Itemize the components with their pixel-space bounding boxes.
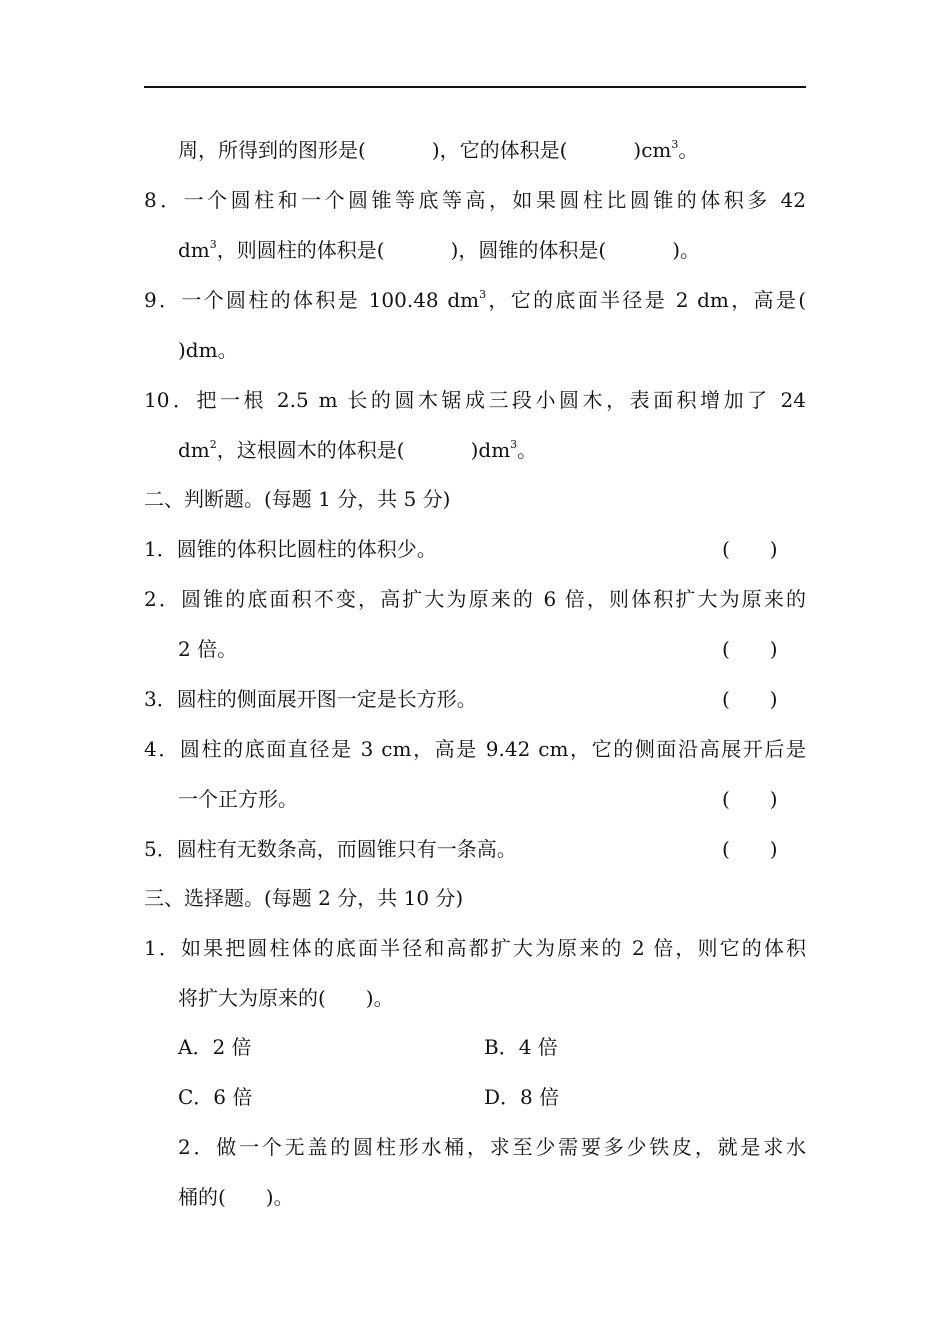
- judge-item-2: 2．圆锥的底面积不变，高扩大为原来的 6 倍，则体积扩大为原来的: [144, 587, 806, 611]
- q7-continuation: 周，所得到的图形是( )，它的体积是( )$cm^3$。: [178, 138, 699, 162]
- judge-answer-5[interactable]: ( ): [722, 837, 778, 861]
- judge-answer-1[interactable]: ( ): [722, 537, 778, 561]
- judge-item-4: 4．圆柱的底面直径是 3 cm，高是 9.42 cm，它的侧面沿高展开后是: [144, 737, 806, 761]
- option-b[interactable]: B．4 倍: [484, 1035, 558, 1059]
- q9-line-2: )dm。: [178, 338, 238, 362]
- q9-line-1: 9．一个圆柱的体积是 100.48 $dm^3$，它的底面半径是 2 dm，高是(: [144, 288, 807, 312]
- judge-item-3: 3．圆柱的侧面展开图一定是长方形。: [144, 687, 477, 711]
- choice-q1-line-2: 将扩大为原来的( )。: [178, 986, 394, 1010]
- judge-answer-3[interactable]: ( ): [722, 687, 778, 711]
- choice-q1-line-1: 1．如果把圆柱体的底面半径和高都扩大为原来的 2 倍，则它的体积: [144, 936, 806, 960]
- choice-q2-line-1: 2．做一个无盖的圆柱形水桶，求至少需要多少铁皮，就是求水: [178, 1135, 806, 1159]
- q8-line-1: 8．一个圆柱和一个圆锥等底等高，如果圆柱比圆锥的体积多 42: [144, 188, 806, 212]
- judge-item-5: 5．圆柱有无数条高，而圆锥只有一条高。: [144, 837, 517, 861]
- judge-answer-2[interactable]: ( ): [722, 637, 778, 661]
- q10-line-1: 10．把一根 2.5 m 长的圆木锯成三段小圆木，表面积增加了 24: [144, 388, 806, 412]
- section-3-heading: 三、选择题。(每题 2 分，共 10 分): [144, 886, 464, 910]
- judge-item-1: 1．圆锥的体积比圆柱的体积少。: [144, 537, 437, 561]
- option-c[interactable]: C．6 倍: [178, 1085, 253, 1109]
- q10-line-2: $dm^2$，这根圆木的体积是( )$dm^3$。: [178, 438, 538, 462]
- section-2-heading: 二、判断题。(每题 1 分，共 5 分): [144, 487, 451, 511]
- option-a[interactable]: A．2 倍: [178, 1035, 252, 1059]
- option-d[interactable]: D．8 倍: [484, 1085, 560, 1109]
- judge-item-4-cont: 一个正方形。: [178, 787, 298, 811]
- judge-item-2-cont: 2 倍。: [178, 637, 238, 661]
- choice-q2-line-2: 桶的( )。: [178, 1185, 294, 1209]
- judge-answer-4[interactable]: ( ): [722, 787, 778, 811]
- q8-line-2: $dm^3$，则圆柱的体积是( )，圆锥的体积是( )。: [178, 238, 701, 262]
- header-rule: [144, 86, 806, 88]
